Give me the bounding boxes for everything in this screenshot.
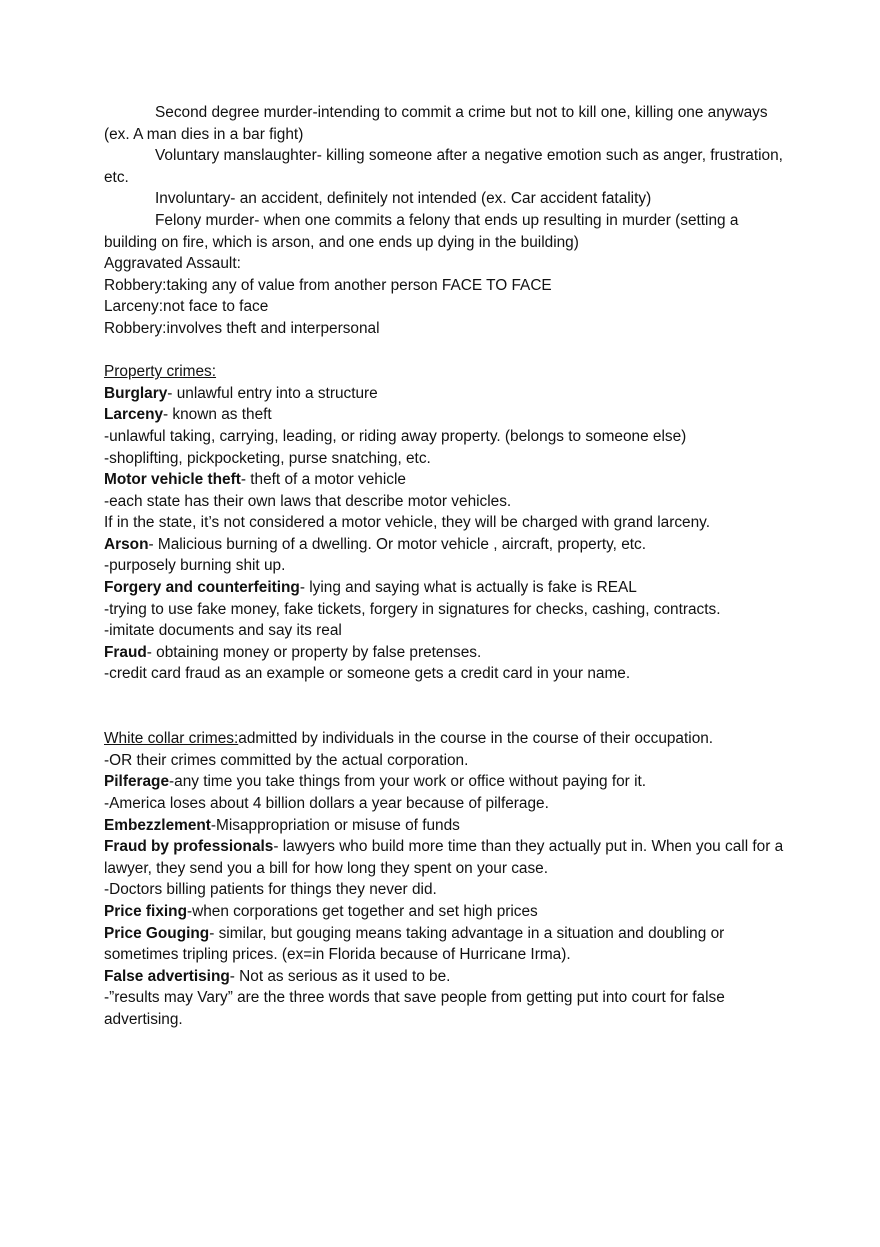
entry-price-gouging xyxy=(104,923,784,966)
note-line: -shoplifting, pickpocketing, purse snatching, etc. xyxy=(104,449,431,467)
entry-burglary xyxy=(104,383,784,405)
note-line: -each state has their own laws that describe motor vehicles. xyxy=(104,492,512,510)
definition-text: - killing someone after a negative emotion such as anger, frustration, etc. xyxy=(104,147,783,186)
note-robbery-face-to-face: Robbery:taking any of value from another person FACE TO FACE xyxy=(104,276,552,294)
definition-text: admitted by individuals in the course in the course of their occupation. xyxy=(238,730,714,748)
entry-arson xyxy=(104,534,784,556)
definition-text: -Misappropriation or misuse of funds xyxy=(210,816,460,834)
definition-text: - when one commits a felony that ends up resulting in murder (setting a building on fire, which is arson, and one ends up dying in the building) xyxy=(104,211,739,251)
document-page xyxy=(104,102,784,1031)
entry-false-advertising xyxy=(104,966,784,988)
term-label: Voluntary manslaughter xyxy=(155,147,317,165)
heading-label: White collar crimes: xyxy=(104,730,239,748)
note-line: -credit card fraud as an example or someone gets a credit card in your name. xyxy=(104,665,631,683)
heading-label: Property crimes: xyxy=(104,363,217,381)
note-line: -”results may Vary” are the three words that save people from getting put into court for false advertising. xyxy=(104,989,725,1028)
note-line: -OR their crimes committed by the actual corporation. xyxy=(104,751,469,769)
entry-fraud-by-professionals xyxy=(104,836,784,879)
spacer xyxy=(104,685,784,728)
term-label: Second degree murder xyxy=(155,104,313,121)
definition-text: - obtaining money or property by false pretenses. xyxy=(146,643,482,661)
term-label: Motor vehicle theft xyxy=(104,471,241,489)
term-label: False advertising xyxy=(104,967,230,985)
homicide-felony-murder xyxy=(104,210,784,253)
entry-fraud xyxy=(104,642,784,664)
definition-text: - an accident, definitely not intended (ex. Car accident fatality) xyxy=(230,190,652,208)
homicide-voluntary-manslaughter xyxy=(104,145,784,188)
section-heading-property xyxy=(104,361,784,383)
definition-text: -intending to commit a crime but not to kill one, killing one anyways (ex. A man dies in a bar fight) xyxy=(104,104,768,143)
term-label: Fraud xyxy=(104,643,147,661)
note-aggravated-assault: Aggravated Assault: xyxy=(104,255,241,273)
note-line: If in the state, it’s not considered a motor vehicle, they will be charged with grand larceny. xyxy=(104,514,710,532)
entry-pilferage xyxy=(104,771,784,793)
definition-text: - similar, but gouging means taking advantage in a situation and doubling or sometimes tripling prices. (ex=in Florida because of Hurricane Irma). xyxy=(104,924,725,964)
term-label: Forgery and counterfeiting xyxy=(104,579,300,597)
term-label: Larceny xyxy=(104,406,164,424)
note-line: -purposely burning shit up. xyxy=(104,557,286,575)
definition-text: -when corporations get together and set high prices xyxy=(186,902,538,920)
definition-text: - Malicious burning of a dwelling. Or motor vehicle , aircraft, property, etc. xyxy=(148,535,647,553)
note-line: -trying to use fake money, fake tickets, forgery in signatures for checks, cashing, contracts. xyxy=(104,600,721,618)
definition-text: - lying and saying what is actually is fake is REAL xyxy=(299,579,637,597)
note-line: -unlawful taking, carrying, leading, or riding away property. (belongs to someone else) xyxy=(104,427,687,445)
term-label: Felony murder xyxy=(155,211,255,229)
term-label: Arson xyxy=(104,535,149,553)
definition-text: - theft of a motor vehicle xyxy=(240,471,406,489)
term-label: Pilferage xyxy=(104,773,170,791)
term-label: Embezzlement xyxy=(104,816,211,834)
term-label: Involuntary xyxy=(155,190,231,208)
term-label: Fraud by professionals xyxy=(104,838,274,856)
entry-price-fixing xyxy=(104,901,784,923)
entry-larceny xyxy=(104,404,784,426)
entry-embezzlement xyxy=(104,815,784,837)
homicide-involuntary xyxy=(104,188,784,210)
definition-text: - lawyers who build more time than they actually put in. When you call for a lawyer, they send you a bill for how long they spent on your case. xyxy=(104,838,784,877)
definition-text: - known as theft xyxy=(163,406,272,424)
term-label: Burglary xyxy=(104,384,168,402)
term-label: Price Gouging xyxy=(104,924,210,942)
entry-forgery xyxy=(104,577,784,599)
definition-text: - Not as serious as it used to be. xyxy=(229,967,451,985)
term-label: Price fixing xyxy=(104,902,187,920)
note-line: -America loses about 4 billion dollars a year because of pilferage. xyxy=(104,795,549,812)
note-line: -imitate documents and say its real xyxy=(104,622,342,640)
definition-text: -any time you take things from your work or office without paying for it. xyxy=(169,773,647,791)
homicide-second-degree xyxy=(104,102,784,145)
spacer xyxy=(104,340,784,362)
definition-text: - unlawful entry into a structure xyxy=(167,384,378,402)
note-robbery-interpersonal: Robbery:involves theft and interpersonal xyxy=(104,319,380,337)
note-larceny: Larceny:not face to face xyxy=(104,298,269,316)
note-line: -Doctors billing patients for things they never did. xyxy=(104,881,437,899)
section-heading-white-collar xyxy=(104,728,784,750)
entry-motor-vehicle-theft xyxy=(104,469,784,491)
